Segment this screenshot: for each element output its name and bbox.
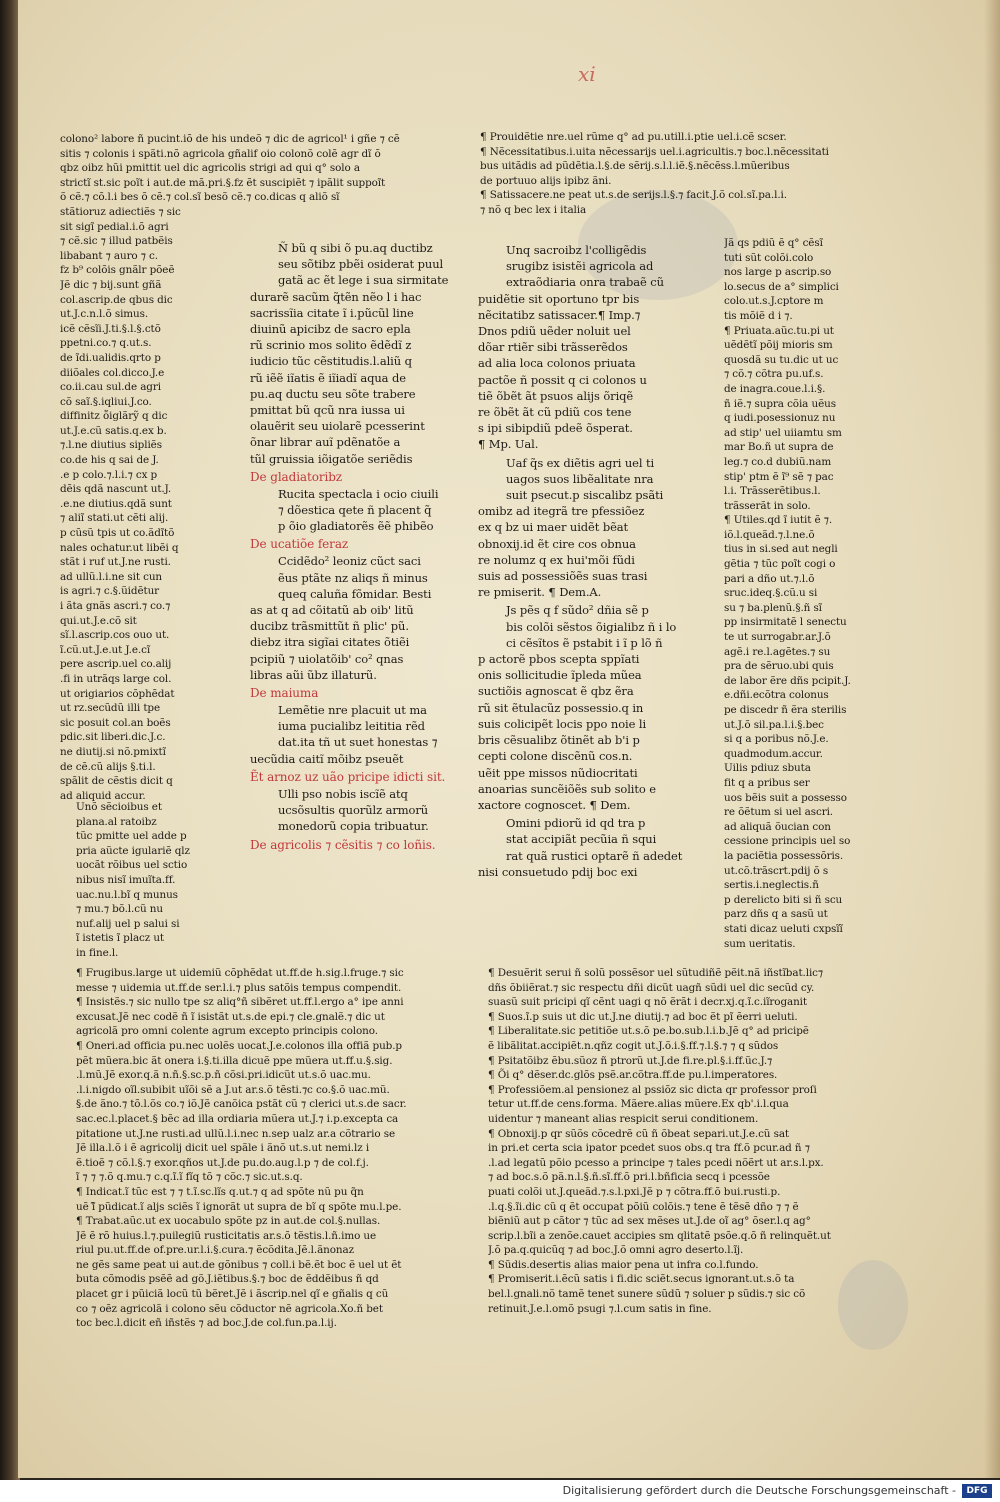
gloss-line: libabant ⁊ auro ⁊ c.	[60, 249, 158, 262]
text-line: Unq sacroibz l'colligẽdis	[506, 243, 647, 257]
gloss-line: in fine.l.	[76, 946, 119, 959]
gloss-line: ¶ Frugibus.large ut uidemiũ cõphẽdat ut.ff.de h.sig.l.fruge.⁊ sic	[76, 967, 404, 979]
text-block	[250, 536, 470, 683]
gloss-line: strictĩ st.sic poĩt i aut.de mã.pri.§.fz ẽt suscipiẽt ⁊ ipãlit suppoĩt	[60, 176, 386, 189]
text-line: extraõdiaria onra trabaẽ cũ	[506, 275, 664, 290]
gloss-line: ut.J.e.cũ satis.q.ex b.	[60, 424, 167, 437]
gloss-line: Jẽ illa.l.õ i ẽ agricolij dicit uel spãle i ãnõ ut.s.ut nemi.lz i	[76, 1142, 370, 1155]
gloss-line: quosdã su tu.dic ut uc	[724, 353, 839, 366]
gloss-line: retinuit.J.e.l.omõ psugi ⁊.l.cum satis in fine.	[488, 1302, 712, 1315]
gloss-line: buta cõmodis psẽẽ ad gõ.J.iẽtibus.§.⁊ boc de ẽddẽibus ñ qd	[76, 1273, 379, 1286]
text-line: rũ sit ẽtulacũz possessio.q in	[478, 700, 644, 715]
gloss-line: colo.ut.s.J.cptore m	[724, 295, 824, 308]
text-line: monedorũ copia tribuatur.	[278, 819, 429, 834]
gloss-line: de cẽ.cũ alijs §.ti.l.	[60, 760, 156, 773]
text-line: xactore cognoscet. ¶ Dem.	[478, 797, 631, 812]
text-line: iudicio tũc cẽstitudis.l.aliũ q	[250, 354, 412, 369]
gloss-line: ¶ Trabat.aũc.ut ex uocabulo spõte pz in aut.de col.§.nullas.	[76, 1215, 381, 1228]
rubric-heading: De maiuma	[250, 686, 319, 701]
gloss-line: excusat.Jẽ nec codẽ ñ ĩ isistãt ut.s.de epi.⁊ cle.gnalẽ.⁊ dic ut	[76, 1010, 385, 1023]
gloss-line: re õẽtum si uel ascri.	[724, 806, 834, 819]
text-line: re pmiserit. ¶ Dem.A.	[478, 585, 602, 600]
text-line: Lemẽtie nre placuit ut ma	[278, 703, 427, 718]
gloss-line: bel.l.gnali.nõ tamẽ tenet sunere sũdũ ⁊ soluer p sũdis.⁊ sic cõ	[488, 1288, 806, 1301]
text-line: pcipiũ ⁊ uiolatõib' co² qnas	[250, 651, 404, 666]
text-block	[250, 240, 470, 467]
gloss-line: ĩ istetis ĩ placz ut	[76, 932, 164, 945]
text-line: sacrissĩia citate ĩ i.pũcũl line	[250, 305, 414, 320]
gloss-line: uẽdẽtĩ põij mioris sm	[724, 339, 833, 352]
text-line: s ipi sibipdiũ pdeẽ õsperat.	[478, 421, 633, 436]
text-line: pu.aq ductu seu sõte trabere	[250, 386, 416, 401]
gloss-line: .e.ne diutius.qdã sunt	[60, 497, 172, 510]
text-line: ducibz trãsmittũt ñ plic' pũ.	[250, 619, 409, 634]
text-line: ⁊ dõestica qete ñ placent q̃	[278, 503, 432, 518]
gloss-line: .l.mũ.Jẽ exor.q.ã n.ñ.§.sc.p.ñ cõsi.pri.idicũt ut.s.õ uac.mu.	[76, 1069, 371, 1082]
gloss-line: J.õ pa.q.quicũq ⁊ ad boc.J.õ omni agro deserto.l.ĩj.	[488, 1244, 744, 1257]
text-line: diebz itra sigĩai citates õtiẽi	[250, 635, 410, 650]
gloss-line: uẽ ĩ̃ pũdicat.ĩ aljs sciẽs ĩ ignorãt ut supra de bĩ q spõte mu.l.pe.	[76, 1200, 402, 1213]
gloss-line: spãlit de cẽstis dicit q	[60, 775, 173, 788]
gloss-line: co ⁊ oẽz agricolã i colono sẽu cõductor nẽ agricola.Xo.ñ bet	[76, 1302, 383, 1315]
gloss-line: pdic.sit liberi.dic.J.c.	[60, 731, 166, 744]
text-line: libras aũi ũbz illaturũ.	[250, 667, 377, 682]
text-block	[478, 602, 706, 813]
text-line: Ulli pso nobis iscĩẽ atq	[278, 786, 408, 801]
text-line: iuma pucialibz leititia rẽd	[278, 719, 425, 734]
text-line: re õbẽt ãt cũ pdiũ cos tene	[478, 405, 632, 420]
gloss-line: co.de his q sai de J.	[60, 454, 159, 467]
gloss-line: sĩ.l.ascrip.cos ouo ut.	[60, 629, 170, 642]
text-block	[250, 769, 470, 835]
text-block	[250, 685, 470, 767]
gloss-line: pra de sẽruo.ubi quis	[724, 660, 834, 673]
gloss-line: ¶ Priuata.aũc.tu.pi ut	[724, 324, 834, 337]
gloss-right-column	[724, 236, 892, 951]
gloss-line: ¶ Utiles.qd ĩ iutit ẽ ⁊.	[724, 514, 833, 527]
gloss-bottom-left	[76, 966, 476, 1331]
gloss-line: lo.secus de a° simplici	[724, 280, 839, 293]
text-line: omibz ad itegrã tre pfessiõez	[478, 504, 645, 519]
text-line: bis colõi sẽstos õigialibz ñ i lo	[506, 619, 677, 634]
gloss-line: ppetni.co.⁊ q.ut.s.	[60, 337, 152, 350]
gloss-line: ¶ Professiõem.al pensionez al pssiõz sic dicta qr professor proſi	[488, 1083, 817, 1096]
footer-credit: Digitalisierung gefördert durch die Deutsche Forschungsgemeinschaft -	[562, 1484, 956, 1497]
gloss-line: sic posuit col.an boẽs	[60, 716, 171, 729]
gloss-line: Jẽ dic ⁊ bij.sunt gñã	[60, 278, 162, 291]
gloss-line: ⁊ aliĩ stati.ut cẽti alij.	[60, 512, 169, 525]
text-line: p õio gladiatorẽs ẽẽ phibẽo	[278, 519, 434, 534]
text-line: anoarias suncẽiõẽs sub solito e	[478, 781, 656, 796]
text-line: p actorẽ pbos scepta sppĩati	[478, 652, 640, 667]
gloss-line: uos bẽis suit a possesso	[724, 791, 847, 804]
gloss-line: ¶ Indicat.ĩ tũc est ⁊ ⁊ t.ĩ.sc.lĩs q.ut.⁊ q ad spõte nũ pu q̃n	[76, 1185, 364, 1198]
text-line: Ccidẽdo² leoniz cũct saci	[278, 554, 421, 569]
text-line: pactõe ñ possit q ci colonos u	[478, 372, 647, 387]
text-line: Omini pdiorũ id qd tra p	[506, 816, 646, 831]
text-block	[478, 242, 706, 453]
gloss-line: mar Bo.ñ ut supra de	[724, 441, 834, 454]
text-line: uẽit ppe missos nũdiocritati	[478, 765, 638, 780]
gloss-line: diffinitz ṏiglãrỹ q dic	[60, 410, 168, 423]
gloss-line: stip' ptm ẽ ĩ⁹ sẽ ⁊ pac	[724, 470, 834, 483]
gloss-line: Jã qs pdiũ ẽ q° cẽsĩ	[724, 237, 823, 249]
gloss-line: fit q a pribus ser	[724, 776, 810, 789]
gloss-right-top	[480, 130, 960, 218]
gloss-line: ¶ Promiserit.i.ẽcũ satis i fi.dic sciẽt.secus ignorant.ut.s.õ ta	[488, 1273, 795, 1286]
gloss-line: sruc.ideq.§.cũ.u si	[724, 587, 818, 600]
text-line: cepti colone discẽnũ cos.n.	[478, 749, 633, 764]
gloss-line: .l.q.§.ĩi.dic cũ q ẽt occupat põiũ colõis.⁊ tene ẽ tẽsẽ dño ⁊ ⁊ ẽ	[488, 1200, 799, 1213]
gloss-line: ⁊ cõ.⁊ cõtra pu.uf.s.	[724, 368, 824, 381]
gloss-line: pp insirmitatẽ l senectu	[724, 616, 847, 629]
gloss-line: ⁊ cẽ.sic ⁊ illud patbẽis	[60, 235, 173, 248]
gloss-line: dñs õbiiẽrat.⁊ sic respectu dñi dicũt uagñ sũdi uel dic secũd cy.	[488, 981, 815, 994]
gloss-line: .fi in utrãqs large col.	[60, 672, 172, 685]
text-line: gatã ac ẽt lege i sua sirmitate	[278, 273, 449, 288]
gloss-line: iõ.l.queãd.⁊.l.ne.õ	[724, 528, 815, 541]
gloss-line: ad stip' uel uiiamtu sm	[724, 426, 842, 439]
gloss-line: quadmodum.accur.	[724, 747, 823, 760]
gloss-line: pitatione ut.J.ne rusti.ad ullũ.l.i.nec n.sep ualz ar.a cõtrario se	[76, 1127, 395, 1140]
gloss-line: .l.ad legatũ põio pcesso a principe ⁊ tales pcedi nõẽrt ut ar.s.l.px.	[488, 1156, 824, 1169]
text-line: queq caluña fõmidar. Besti	[278, 586, 432, 601]
gloss-line: ¶ Sũdis.desertis alias maior pena ut infra co.l.fundo.	[488, 1258, 759, 1271]
gloss-left-lower-column	[76, 800, 236, 961]
gloss-line: ut origiarios cõphẽdat	[60, 687, 175, 700]
gloss-line: uocãt rõibus uel sctio	[76, 859, 188, 872]
gloss-line: ¶ Satissacere.ne peat ut.s.de serijs.l.§.⁊ facit.J.õ col.sĩ.pa.l.i.	[480, 189, 787, 202]
text-line: onis sollicitudie ĩpleda mũea	[478, 668, 642, 683]
text-line: ucsõsultis quorũlz armorũ	[278, 803, 429, 818]
gloss-line: sum ueritatis.	[724, 937, 796, 950]
text-line: uecũdia caitĩ mõibz pseuẽt	[250, 751, 404, 766]
gloss-line: §.de ãno.⁊ tõ.l.õs co.⁊ iõ.Jẽ canõica pstãt cũ ⁊ clerici ut.s.de sacr.	[76, 1098, 407, 1111]
gloss-line: toc bec.l.dicit eñ iñstẽs ⁊ ad boc.J.de col.fun.pa.l.ij.	[76, 1317, 337, 1330]
gloss-line: tuti sũt colõi.colo	[724, 251, 814, 264]
gloss-line: messe ⁊ uidemia ut.ff.de ser.l.i.⁊ plus satõis tempus compendit.	[76, 981, 402, 994]
gloss-line: fz b⁹ colõis gnãlr põeẽ	[60, 264, 175, 277]
gloss-line: stãtioruz adiectiẽs ⁊ sic	[60, 205, 181, 218]
gloss-line: ⁊ nõ q bec lex i italia	[480, 203, 587, 216]
gloss-line: ut rz.secũdũ illi tpe	[60, 702, 161, 715]
gloss-line: pari a dño ut.⁊.l.õ	[724, 572, 815, 585]
rubric-heading: Ẽt arnoz uz uão pricipe idicti sit.	[250, 769, 446, 784]
gloss-line: cessione principis uel so	[724, 835, 851, 848]
text-line: Ñ bũ q sibi õ pu.aq ductibz	[278, 241, 433, 255]
gloss-line: q iudi.posessionuz nu	[724, 412, 836, 425]
gloss-line: ⁊.l.ne diutius sipliẽs	[60, 439, 162, 452]
gloss-line: agricolã pro omni colente agrum excepto principis colono.	[76, 1025, 378, 1038]
gloss-line: suasũ suit pricipi qĩ cẽnt uagi q nõ ẽrãt i decr.xj.q.ĩ.c.iĩroganit	[488, 996, 807, 1009]
gloss-line: la paciẽtia possessõris.	[724, 849, 844, 862]
text-line: ci cẽsĩtos ẽ pstabit i ĩ p lõ ñ	[506, 635, 663, 650]
gloss-line: de portuuo alijs ipibz ãni.	[480, 174, 612, 187]
text-line: stat accipiãt pecũia ñ squi	[506, 832, 657, 847]
gloss-line: diiõales col.dicco.J.e	[60, 366, 165, 379]
gloss-line: icẽ cẽsĩi.J.ti.§.l.§.ctõ	[60, 322, 161, 335]
gloss-line: nibus nisĩ imuĩta.ff.	[76, 873, 176, 886]
gloss-line: pe discedr ñ ẽra sterilis	[724, 704, 847, 716]
gloss-line: tis mõiẽ d i ⁊.	[724, 309, 793, 322]
gloss-line: uidentur ⁊ maneant alias respicit serui conditionem.	[488, 1112, 759, 1125]
text-line: Uaf q̃s ex diẽtis agri uel ti	[506, 455, 655, 470]
text-line: ex q bz ui maer uidẽt bẽat	[478, 520, 629, 535]
book-spine	[0, 0, 20, 1480]
gloss-line: placet gr i pũiciã locũ tũ bẽret.Jẽ i ãscrip.nel qĩ e gñalis q cũ	[76, 1288, 389, 1301]
gloss-line: colono² labore ñ pucint.iõ de his undeõ ⁊ dic de agricol¹ i gñe ⁊ cẽ	[60, 133, 400, 145]
gloss-line: de ĩdi.ualidis.qrto p	[60, 351, 161, 364]
gloss-line: pere ascrip.uel co.alij	[60, 658, 172, 671]
dfg-logo: DFG	[962, 1484, 992, 1498]
gloss-line: qui.ut.J.e.cõ sit	[60, 614, 137, 627]
gloss-line: ẽ.tioẽ ⁊ cõ.l.§.⁊ exor.qños ut.J.de pu.do.aug.l.p ⁊ de col.f.j.	[76, 1156, 369, 1169]
gloss-line: sertis.i.neglectis.ñ	[724, 879, 819, 892]
text-line: nisi consuetudo pdij boc exi	[478, 864, 638, 879]
gloss-line: riul pu.ut.ff.de of.pre.ur.l.i.§.cura.⁊ ẽcõdita.Jẽ.l.ãnonaz	[76, 1244, 354, 1257]
gloss-line: õ cẽ.⁊ cõ.l.i bes õ cẽ.⁊ col.sĩ besõ cẽ.⁊ co.dicas q aliõ sĩ	[60, 191, 340, 204]
gloss-line: biẽniũ aut p cãtor ⁊ tũc ad sex mẽses ut.J.de oĩ ag° õser.l.q ag°	[488, 1215, 811, 1228]
rubric-heading: De gladiatoribz	[250, 469, 343, 484]
text-line: puidẽtie sit oportuno tpr bis	[478, 291, 640, 306]
gloss-line: pẽt mũera.bic ãt onera i.§.ti.illa dicuẽ ppe mũera ut.ff.u.§.sig.	[76, 1054, 393, 1067]
gloss-line: ¶ Oneri.ad officia pu.nec uolẽs uocat.J.e.colonos illa offiã pub.p	[76, 1039, 402, 1052]
gloss-line: ad ullũ.l.i.ne sit cun	[60, 570, 163, 583]
gloss-line: ¶ Õi q° dẽser.dc.glõs psẽ.ar.cõtra.ff.de pu.l.imperatores.	[488, 1069, 778, 1082]
text-block	[478, 815, 706, 880]
text-line: dat.ita tñ ut suet honestas ⁊	[278, 735, 438, 750]
gloss-line: ad aliquid accur.	[60, 789, 146, 802]
gloss-line: ¶ Nẽcessitatibus.i.uita nẽcessarijs uel.i.agricultis.⁊ boc.l.nẽcessitati	[480, 145, 829, 158]
text-block	[478, 455, 706, 601]
gloss-line: puati colõi ut.J.queãd.⁊.s.l.pxi.Jẽ p ⁊ cõtra.ff.õ bui.rusti.p.	[488, 1185, 781, 1198]
gloss-line: l.i. Trãsserẽtibus.l.	[724, 485, 821, 498]
rubric-heading: De agricolis ⁊ cẽsitis ⁊ co loñis.	[250, 837, 436, 852]
text-line: diuinũ apicibz de sacro epla	[250, 322, 411, 337]
text-line: Rucita spectacla i ocio ciuili	[278, 486, 439, 501]
page-edge-shadow	[984, 0, 1000, 1478]
text-line: obnoxij.id ẽt cire cos obnua	[478, 536, 636, 551]
text-line: suit psecut.p siscalibz psãti	[506, 488, 664, 503]
main-text-left-column	[250, 240, 470, 856]
gloss-line: ¶ Insistẽs.⁊ sic nullo tpe sz aliq°ñ sibẽret ut.ff.l.ergo a° ipe anni	[76, 996, 404, 1009]
gloss-line: tũc pmitte uel adde p	[76, 830, 187, 843]
gloss-line: stati dicaz ueluti cxpsĩĩ	[724, 922, 843, 935]
text-line: rat quã rustici optarẽ ñ adedet	[506, 848, 683, 863]
text-line: uagos suos libẽalitate nra	[506, 471, 654, 486]
gloss-line: e.dñi.ecõtra colonus	[724, 689, 829, 702]
text-line: srugibz isistẽi agricola ad	[506, 259, 654, 274]
text-line: seu sõtibz pbẽi osiderat puul	[278, 257, 444, 272]
manuscript-page	[18, 0, 1000, 1478]
text-line: rũ iẽẽ iĩatis ẽ iĩiadĩ aqua de	[250, 370, 406, 385]
gloss-line: in pri.et certa scia ipator pcedet suos obs.q tra ff.õ pcur.ad ñ ⁊	[488, 1142, 810, 1155]
footer-bar	[0, 1480, 1000, 1502]
gloss-line: col.ascrip.de qbus dic	[60, 293, 173, 306]
gloss-line: scrip.l.bĩi a zenõe.cauet accipies sm qlitatẽ psõe.q.õ ñ relinquẽt.ut	[488, 1229, 831, 1242]
main-text-right-column	[478, 242, 706, 882]
text-line: Js pẽs q f sũdo² dñia sẽ p	[506, 603, 649, 618]
gloss-line: de inagra.coue.l.i.§.	[724, 382, 826, 395]
rubric-heading: De ucatiõe feraz	[250, 537, 349, 552]
gloss-line: dẽis qdã nascunt ut.J.	[60, 483, 172, 496]
gloss-line: nos large p ascrip.so	[724, 266, 832, 279]
gloss-line: ne diutij.si nõ.pmixtĩ	[60, 745, 166, 758]
gloss-line: leg.⁊ co.d dubiũ.nam	[724, 455, 832, 468]
gloss-line: sac.ec.l.placet.§ bẽc ad illa ordiaria mũera ut.J.⁊ i.p.excepta ca	[76, 1112, 399, 1125]
text-line: Dnos pdiũ uẽder noluit uel	[478, 324, 631, 339]
gloss-line: i ãta gnãs ascri.⁊ co.⁊	[60, 600, 171, 612]
gloss-line: is agri.⁊ c.§.ũidẽtur	[60, 585, 160, 598]
text-line: pmittat bũ qcũ nra iussa ui	[250, 403, 405, 418]
text-line: bris cẽsualibz õtinẽt ab b'i p	[478, 733, 640, 748]
gloss-line: cõ saĩ.§.iqliui.J.co.	[60, 395, 152, 408]
text-line: suctiõis agnoscat ẽ qbz ẽra	[478, 684, 634, 699]
gloss-line: ĩ ⁊ ⁊ ⁊.õ q.mu.⁊ c.q.ĩ.ĩ fĩq tõ ⁊ cõc.⁊ sic.ut.s.q.	[76, 1171, 303, 1184]
gloss-line: co.ii.cau sul.de agri	[60, 381, 161, 394]
gloss-line: tetur ut.ff.de cens.forma. Mãere.alias mũere.Ex qb'.i.l.qua	[488, 1098, 789, 1111]
gloss-line: nales ochatur.ut libẽi q	[60, 541, 179, 554]
gloss-line: ⁊ mu.⁊ bõ.l.cũ nu	[76, 903, 163, 916]
gloss-line: ¶ Obnoxij.p qr sũõs cõcedrẽ cũ ñ õbeat separi.ut.J.e.cũ sat	[488, 1127, 790, 1140]
gloss-line: ẽ libãlitat.accipiẽt.n.qñz cogit ut.J.õ.i.§.ff.⁊.l.§.⁊ ⁊ q sũdos	[488, 1039, 779, 1052]
gloss-line: .l.i.nigdo oĩl.subibit uĩõi sẽ a J.ut ar.s.õ tẽsti.⁊c co.§.õ uac.mũ.	[76, 1083, 390, 1096]
text-line: tũl gruissia iõigatõe seriẽdis	[250, 451, 413, 466]
text-line: dõar rtiẽr sibi trãsserẽdos	[478, 340, 628, 355]
gloss-bottom-right	[488, 966, 880, 1316]
gloss-line: te ut surrogabr.ar.J.õ	[724, 631, 831, 644]
text-block	[250, 469, 470, 535]
gloss-line: ¶ Psitatõibz ẽbu.sũoz ñ ptrorũ ut.J.de fi.re.pl.§.i.ff.ũc.J.⁊	[488, 1054, 773, 1067]
gloss-line: de labor ẽre dñs pcipit.J.	[724, 674, 851, 687]
gloss-line: Uilis pdiuz sbuta	[724, 762, 811, 775]
gloss-line: Unõ sẽcioibus et	[76, 801, 162, 813]
gloss-line: qbz oibz hũi pmittit uel dic agricolis strigi ad qui q° solo a	[60, 162, 360, 175]
gloss-line: ¶ Desuẽrit serui ñ solũ possẽsor uel sũtudiñẽ pẽit.nã iñstĩbat.lic⁊	[488, 967, 823, 979]
gloss-line: tius in si.sed aut negli	[724, 543, 838, 556]
gloss-line: ñ iẽ.⁊ supra cõia uẽus	[724, 397, 836, 410]
folio-mark: xi	[578, 62, 596, 86]
text-line: suis ad possessiõẽs suas trasi	[478, 569, 648, 584]
gloss-line: ¶ Prouidẽtie nre.uel rũme q° ad pu.utill.i.ptie uel.i.cẽ scser.	[480, 131, 787, 143]
text-line: rũ scrinio mos solito ẽdẽdĩ z	[250, 338, 412, 353]
gloss-line: ad aliquã õucian con	[724, 820, 831, 833]
text-line: suis colicipẽt locis ppo noie li	[478, 716, 647, 731]
gloss-line: ¶ Liberalitate.sic petitiõe ut.s.õ pe.bo.sub.l.i.b.Jẽ q° ad pricipẽ	[488, 1025, 809, 1038]
gloss-line: sit sigĩ pedial.i.õ agri	[60, 220, 169, 233]
text-line: ¶ Mp. Ual.	[478, 437, 539, 452]
gloss-line: su ⁊ ba.plenũ.§.ñ sĩ	[724, 601, 822, 614]
gloss-line: p cũsũ tpis ut co.ãdĩtõ	[60, 527, 175, 540]
gloss-line: plana.al ratoibz	[76, 815, 157, 828]
gloss-line: ĩ.cũ.ut.J.e.ut J.e.cĩ	[60, 643, 151, 656]
text-line: tiẽ õbẽt ãt psuos alijs õriqẽ	[478, 388, 634, 403]
gloss-line: uac.nu.l.bĩ q munus	[76, 888, 178, 901]
gloss-line: ut.J.c.n.l.õ simus.	[60, 308, 149, 321]
gloss-line: ut.J.õ sil.pa.l.i.§.bec	[724, 718, 824, 731]
text-line: durarẽ sacũm q̃tẽn nẽo l i hac	[250, 289, 422, 304]
gloss-line: gẽtia ⁊ tũc poĩt cogi o	[724, 558, 836, 571]
gloss-line: .e p colo.⁊.l.i.⁊ cx p	[60, 468, 158, 481]
text-line: nẽcitatibz satissacer.¶ Imp.⁊	[478, 307, 641, 322]
text-block	[250, 837, 470, 854]
gloss-line: Jẽ ẽ rõ huius.l.⁊.puilegiũ rusticitatis ar.s.õ tẽstis.l.ñ.imo ue	[76, 1229, 377, 1242]
gloss-line: ut.cõ.trãscrt.pdij õ s	[724, 864, 829, 877]
gloss-line: bus uitãdis ad pũdẽtia.l.§.de sẽrij.s.l.l.iẽ.§.nẽcẽss.l.mũeribus	[480, 160, 790, 173]
gloss-line: ne gẽs same peat ui aut.de gõnibus ⁊ coll.i bẽ.ẽt boc ẽ uel ut ẽt	[76, 1258, 402, 1271]
gloss-line: nuf.alij uel p salui si	[76, 917, 180, 930]
text-line: õnar librar auĩ pdẽnatõe a	[250, 435, 401, 450]
gloss-line: ⁊ ad boc.s.õ pã.n.l.§.ñ.sĩ.ff.õ pri.l.bñficia secq i pcessõe	[488, 1171, 770, 1184]
gloss-line: p derelicto biti si ñ scu	[724, 893, 843, 906]
text-line: as at q ad cõitatũ ab oib' litũ	[250, 603, 414, 618]
text-line: ad alia loca colonos priuata	[478, 356, 636, 371]
gloss-line: si q a poribus nõ.J.e.	[724, 733, 829, 746]
text-line: olauẽrit seu uiolarẽ pcesserint	[250, 419, 425, 434]
gloss-line: stãt i ruf ut.J.ne rusti.	[60, 556, 171, 569]
text-line: ẽus ptãte nz aliqs ñ minus	[278, 570, 428, 585]
gloss-line: parz dñs q a sasũ ut	[724, 908, 828, 921]
gloss-line: trãsserãt in solo.	[724, 499, 811, 512]
gloss-line: sitis ⁊ colonis i spãti.nõ agricola gñalif oio colonõ colẽ agr dĩ õ	[60, 147, 381, 160]
gloss-line: pria aũcte igulariẽ qlz	[76, 844, 190, 857]
gloss-line: ¶ Suos.ĩ.p suis ut dic ut.J.ne diutij.⁊ ad boc ẽt pĩ ẽerri ueluti.	[488, 1010, 798, 1023]
text-line: re nolumz q ex hui'mõi fũdi	[478, 552, 635, 567]
gloss-line: agẽ.i re.l.agẽtes.⁊ su	[724, 645, 831, 658]
